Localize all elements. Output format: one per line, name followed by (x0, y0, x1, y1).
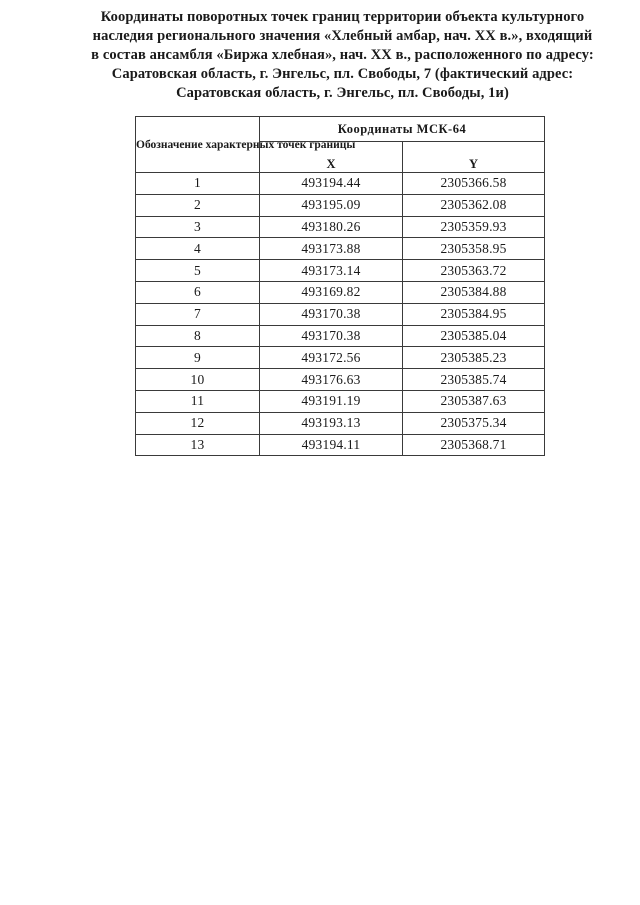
table-row (136, 216, 545, 238)
table-row (136, 325, 545, 347)
table-row (136, 390, 545, 412)
x-coordinate-cell: 493170.38 (260, 325, 403, 347)
point-number-cell: 3 (136, 216, 260, 238)
table-header (136, 117, 545, 173)
y-coordinate-cell: 2305359.93 (403, 216, 545, 238)
x-column-header: X (260, 142, 403, 173)
table-row (136, 434, 545, 456)
y-coordinate-cell: 2305375.34 (403, 412, 545, 434)
x-coordinate-cell: 493194.44 (260, 173, 403, 195)
x-coordinate-cell: 493195.09 (260, 194, 403, 216)
y-coordinate-cell: 2305384.95 (403, 303, 545, 325)
header-row-group (136, 117, 545, 142)
point-number-cell: 7 (136, 303, 260, 325)
y-coordinate-cell: 2305385.04 (403, 325, 545, 347)
y-coordinate-cell: 2305384.88 (403, 281, 545, 303)
x-coordinate-cell: 493194.11 (260, 434, 403, 456)
table-row (136, 303, 545, 325)
x-coordinate-cell: 493173.88 (260, 238, 403, 260)
point-number-cell: 9 (136, 347, 260, 369)
y-coordinate-cell: 2305387.63 (403, 390, 545, 412)
y-coordinate-cell: 2305385.23 (403, 347, 545, 369)
x-coordinate-cell: 493180.26 (260, 216, 403, 238)
table-row (136, 369, 545, 391)
point-number-cell: 2 (136, 194, 260, 216)
document-title (70, 8, 615, 103)
x-coordinate-cell: 493172.56 (260, 347, 403, 369)
point-number-cell: 13 (136, 434, 260, 456)
x-coordinate-cell: 493193.13 (260, 412, 403, 434)
table-row (136, 194, 545, 216)
y-coordinate-cell: 2305358.95 (403, 238, 545, 260)
coordinates-table (135, 116, 545, 456)
point-number-cell: 6 (136, 281, 260, 303)
point-number-cell: 4 (136, 238, 260, 260)
point-number-cell: 12 (136, 412, 260, 434)
title-line: Координаты поворотных точек границ территории объекта культурного (100, 9, 585, 25)
y-coordinate-cell: 2305385.74 (403, 369, 545, 391)
title-line: наследия регионального значения «Хлебный амбар, нач. XX в.», входящий (92, 28, 593, 44)
y-coordinate-cell: 2305362.08 (403, 194, 545, 216)
title-line: Саратовская область, г. Энгельс, пл. Свободы, 1и) (176, 85, 509, 101)
point-label-header: Обозначение характерных точек границы (136, 117, 260, 173)
table-row (136, 260, 545, 282)
table-row (136, 281, 545, 303)
table-row (136, 347, 545, 369)
x-coordinate-cell: 493169.82 (260, 281, 403, 303)
coordinates-group-header: Координаты МСК-64 (260, 117, 545, 142)
table-row (136, 173, 545, 195)
table-row (136, 238, 545, 260)
x-coordinate-cell: 493191.19 (260, 390, 403, 412)
y-coordinate-cell: 2305368.71 (403, 434, 545, 456)
title-line: Саратовская область, г. Энгельс, пл. Свободы, 7 (фактический адрес: (111, 66, 574, 82)
x-coordinate-cell: 493173.14 (260, 260, 403, 282)
point-number-cell: 8 (136, 325, 260, 347)
table-body (136, 173, 545, 456)
table-row (136, 412, 545, 434)
point-number-cell: 1 (136, 173, 260, 195)
y-column-header: Y (403, 142, 545, 173)
point-number-cell: 11 (136, 390, 260, 412)
x-coordinate-cell: 493170.38 (260, 303, 403, 325)
point-number-cell: 5 (136, 260, 260, 282)
point-number-cell: 10 (136, 369, 260, 391)
title-line: в состав ансамбля «Биржа хлебная», нач. XX в., расположенного по адресу: (91, 47, 594, 63)
y-coordinate-cell: 2305366.58 (403, 173, 545, 195)
x-coordinate-cell: 493176.63 (260, 369, 403, 391)
y-coordinate-cell: 2305363.72 (403, 260, 545, 282)
